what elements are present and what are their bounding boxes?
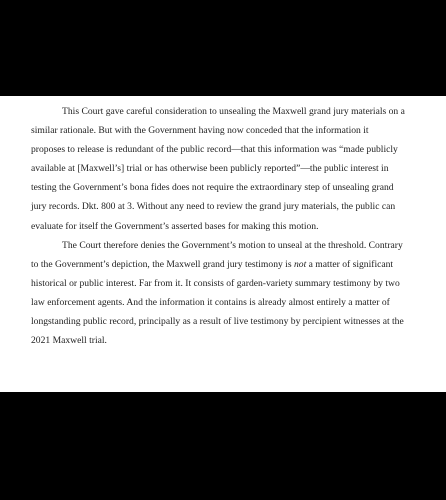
paragraph-motion-denied (31, 236, 416, 351)
text-line: proposes to release is redundant of the public record—that this information was “made publicly (31, 144, 398, 156)
text-line: available at [Maxwell’s] trial or has otherwise been publicly reported”—the public interest in (31, 163, 389, 175)
text-line-with-emphasis (31, 255, 416, 274)
text-segment: to the Government’s depiction, the Maxwell grand jury testimony is (31, 258, 294, 270)
text-line: The Court therefore denies the Government’s motion to unseal at the threshold. Contrary (62, 239, 403, 251)
paragraph-unsealing-consideration (31, 102, 416, 236)
text-line: longstanding public record, principally as a result of live testimony by percipient witnesses at the (31, 316, 404, 328)
emphasis-text: not (293, 258, 307, 270)
text-line: jury records. Dkt. 800 at 3. Without any need to review the grand jury materials, the public can (31, 201, 396, 213)
text-segment: a matter of significant (306, 258, 394, 270)
text-line: historical or public interest. Far from it. It consists of garden-variety summary testimony by two (31, 277, 400, 289)
text-line: similar rationale. But with the Government having now conceded that the information it (31, 125, 369, 137)
text-line: 2021 Maxwell trial. (31, 335, 107, 347)
text-line: evaluate for itself the Government’s asserted bases for making this motion. (31, 220, 319, 232)
text-line: testing the Government’s bona fides does not require the extraordinary step of unsealing grand (31, 182, 394, 194)
text-line: This Court gave careful consideration to unsealing the Maxwell grand jury materials on a (62, 106, 405, 117)
document-page (0, 96, 446, 392)
text-line: law enforcement agents. And the information it contains is already almost entirely a matter of (31, 296, 390, 308)
